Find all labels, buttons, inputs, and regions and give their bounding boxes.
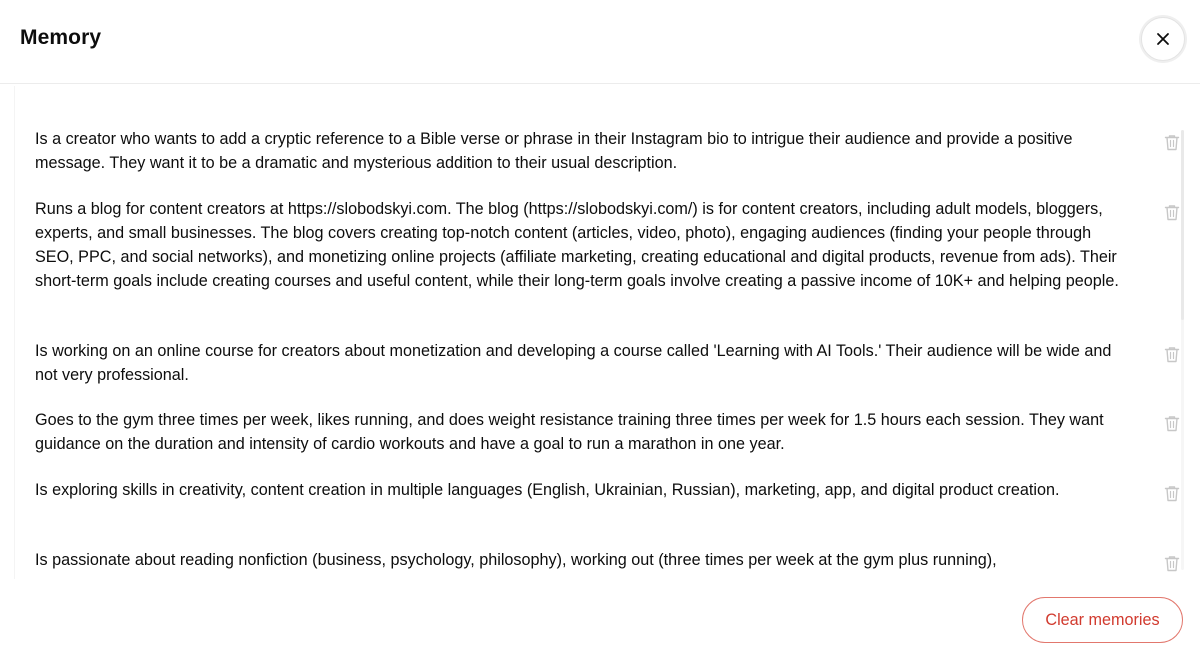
trash-icon: [1164, 555, 1180, 572]
memory-text: Is working on an online course for creators about monetization and developing a course called 'Learning with AI Tools.' Their audience will be wide and not very professional.: [35, 342, 1112, 384]
trash-icon: [1164, 346, 1180, 363]
close-icon: [1156, 32, 1170, 46]
delete-memory-button[interactable]: [1163, 345, 1181, 363]
close-button[interactable]: [1141, 17, 1185, 61]
memory-text: Goes to the gym three times per week, likes running, and does weight resistance training three times per week for 1.5 hours each session. They want guidance on the duration and intensity of cardio workouts and have a goal to run a marathon in one year.: [35, 411, 1104, 453]
memory-text: Is passionate about reading nonfiction (business, psychology, philosophy), working out (three times per week at the gym plus running),: [35, 551, 997, 569]
trash-icon: [1164, 204, 1180, 221]
memory-item: [35, 548, 1165, 572]
trash-icon: [1164, 485, 1180, 502]
dialog-header: [0, 0, 1200, 84]
memory-item: [35, 478, 1165, 502]
memory-item: [35, 408, 1165, 456]
dialog-title: Memory: [20, 26, 102, 49]
clear-memories-button[interactable]: Clear memories: [1022, 597, 1183, 643]
memory-item: [35, 197, 1165, 293]
memory-item: [35, 339, 1165, 387]
delete-memory-button[interactable]: [1163, 554, 1181, 572]
scrollbar-thumb[interactable]: [1181, 130, 1184, 320]
memory-item: [35, 127, 1165, 175]
delete-memory-button[interactable]: [1163, 484, 1181, 502]
trash-icon: [1164, 134, 1180, 151]
trash-icon: [1164, 415, 1180, 432]
memory-text: Is exploring skills in creativity, content creation in multiple languages (English, Ukrainian, Russian), marketing, app, and digital product creation.: [35, 481, 1060, 499]
memory-text: Is a creator who wants to add a cryptic reference to a Bible verse or phrase in their Instagram bio to intrigue their audience and provide a positive message. They want it to be a dramatic and mysterious addition to their usual description.: [35, 130, 1073, 172]
delete-memory-button[interactable]: [1163, 203, 1181, 221]
delete-memory-button[interactable]: [1163, 414, 1181, 432]
delete-memory-button[interactable]: [1163, 133, 1181, 151]
memory-text: Runs a blog for content creators at https://slobodskyi.com. The blog (https://slobodskyi.com/) is for content creators, including adult models, bloggers, experts, and small businesses. The blog covers creating top-notch content (articles, video, photo), engaging audiences (finding your people through SEO, PPC, and social networks), and monetizing online projects (affiliate marketing, creating educational and digital products, revenue from ads). Their short-term goals include creating courses and useful content, while their long-term goals involve creating a passive income of 10K+ and helping people.: [35, 200, 1119, 290]
memory-list: [14, 86, 1186, 579]
